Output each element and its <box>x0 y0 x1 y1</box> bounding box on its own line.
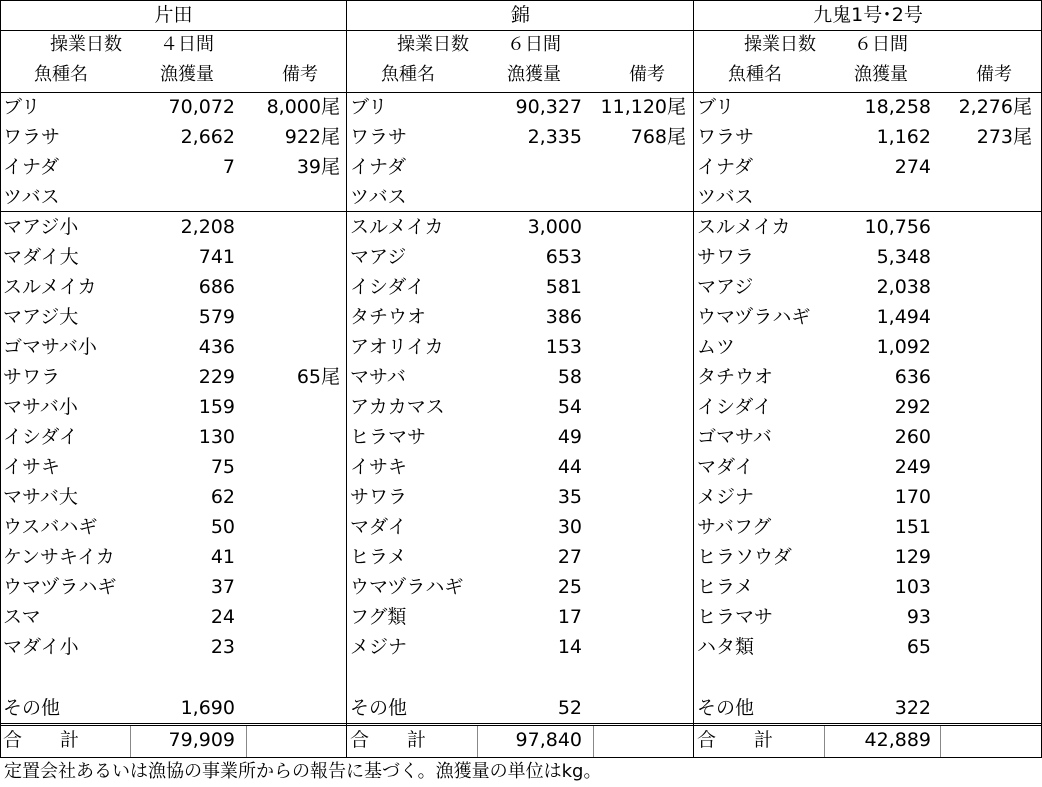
species-row <box>347 362 694 392</box>
other-row <box>0 693 347 723</box>
fish-name: サワラ <box>697 246 755 268</box>
yellowtail-row <box>0 182 347 212</box>
fish-name: サバフグ <box>697 516 772 538</box>
species-row <box>694 392 1042 422</box>
fish-name: イシダイ <box>697 396 772 418</box>
species-row <box>0 302 347 332</box>
species-row <box>347 452 694 482</box>
species-row <box>0 482 347 512</box>
catch-amount: 1,494 <box>876 306 931 328</box>
species-row <box>347 422 694 452</box>
species-row <box>0 632 347 662</box>
yellowtail-row <box>347 122 694 152</box>
fish-name: イナダ <box>697 156 754 178</box>
species-row <box>694 482 1042 512</box>
fish-name: ヒラメ <box>697 576 754 598</box>
fish-name: ワラサ <box>697 126 755 148</box>
fish-name: ツバス <box>350 186 407 208</box>
catch-amount: 130 <box>198 426 235 448</box>
header-catch: 漁獲量 <box>160 64 214 85</box>
fish-name: タチウオ <box>350 306 427 328</box>
fish-name: その他 <box>350 697 408 719</box>
panel-title: 九鬼1号･2号 <box>813 4 923 26</box>
ops-days-label: 操業日数 <box>397 34 469 55</box>
yellowtail-row <box>694 122 1042 152</box>
fish-name: ヒラソウダ <box>697 546 792 568</box>
species-row <box>347 602 694 632</box>
header-catch: 漁獲量 <box>507 64 561 85</box>
species-row <box>694 272 1042 302</box>
catch-amount: 49 <box>557 426 582 448</box>
catch-amount: 151 <box>894 516 931 538</box>
fish-name: マサバ大 <box>3 486 78 508</box>
catch-amount: 129 <box>894 546 931 568</box>
fish-name: ウマヅラハギ <box>697 306 811 328</box>
fish-name: ウスバハギ <box>3 516 98 538</box>
species-row <box>0 212 347 242</box>
fish-name: スルメイカ <box>3 276 97 298</box>
species-row <box>347 632 694 662</box>
fish-name: イシダイ <box>3 426 78 448</box>
catch-amount: 52 <box>557 697 582 719</box>
species-row <box>694 632 1042 662</box>
fish-name: ワラサ <box>350 126 408 148</box>
species-row <box>347 302 694 332</box>
total-cell-divider <box>824 726 825 757</box>
catch-amount: 579 <box>198 306 235 328</box>
catch-amount: 1,690 <box>180 697 235 719</box>
catch-amount: 14 <box>557 636 582 658</box>
fish-name: マサバ <box>350 366 406 388</box>
catch-amount: 75 <box>210 456 235 478</box>
catch-amount: 58 <box>557 366 582 388</box>
species-row <box>694 332 1042 362</box>
fish-name: タチウオ <box>697 366 774 388</box>
species-row <box>0 272 347 302</box>
fish-name: ヒラマサ <box>697 606 774 628</box>
ops-days-label: 操業日数 <box>744 34 816 55</box>
other-row <box>694 693 1042 723</box>
catch-amount: 170 <box>894 486 931 508</box>
panel-title: 片田 <box>154 4 193 26</box>
note: 2,276尾 <box>958 96 1032 118</box>
species-row <box>694 302 1042 332</box>
species-row <box>0 422 347 452</box>
species-row <box>0 542 347 572</box>
total-value: 42,889 <box>864 729 931 751</box>
fish-name: マアジ <box>350 246 407 268</box>
fish-name: アカカマス <box>350 396 445 418</box>
header-fish-name: 魚種名 <box>34 64 88 85</box>
fish-name: その他 <box>3 697 61 719</box>
species-row <box>694 242 1042 272</box>
catch-amount: 103 <box>894 576 931 598</box>
catch-amount: 686 <box>198 276 235 298</box>
ops-days-label: 操業日数 <box>50 34 122 55</box>
catch-amount: 44 <box>557 456 582 478</box>
note: 768尾 <box>630 126 686 148</box>
total-value: 79,909 <box>168 729 235 751</box>
panel-3 <box>694 0 1042 757</box>
fish-name: ウマヅラハギ <box>3 576 117 598</box>
catch-amount: 23 <box>210 636 235 658</box>
note: 65尾 <box>296 366 340 388</box>
species-row <box>347 482 694 512</box>
catch-amount: 229 <box>198 366 235 388</box>
species-row <box>694 452 1042 482</box>
ops-days-value: ４日間 <box>160 34 214 55</box>
catch-amount: 18,258 <box>864 96 931 118</box>
species-row <box>0 242 347 272</box>
fish-name: サワラ <box>350 486 408 508</box>
catch-amount: 30 <box>557 516 582 538</box>
catch-amount: 1,162 <box>876 126 931 148</box>
header-note: 備考 <box>282 64 318 85</box>
catch-amount: 54 <box>557 396 582 418</box>
catch-amount: 2,335 <box>527 126 582 148</box>
fish-name: メジナ <box>350 636 408 658</box>
species-row <box>347 542 694 572</box>
catch-amount: 90,327 <box>515 96 582 118</box>
species-row <box>0 572 347 602</box>
fish-name: ツバス <box>697 186 754 208</box>
yellowtail-row <box>347 152 694 182</box>
catch-amount: 386 <box>545 306 582 328</box>
fish-name: イサキ <box>350 456 408 478</box>
catch-amount: 249 <box>894 456 931 478</box>
yellowtail-row <box>694 182 1042 212</box>
catch-amount: 292 <box>894 396 931 418</box>
fish-name: イサキ <box>3 456 61 478</box>
catch-amount: 17 <box>557 606 582 628</box>
catch-amount: 3,000 <box>527 216 582 238</box>
fish-name: ブリ <box>3 96 41 118</box>
total-row <box>0 725 347 755</box>
catch-amount: 5,348 <box>876 246 931 268</box>
fish-name: フグ類 <box>350 606 407 628</box>
species-row <box>0 452 347 482</box>
total-row <box>347 725 694 755</box>
catch-amount: 153 <box>545 336 582 358</box>
catch-amount: 260 <box>894 426 931 448</box>
fish-name: マダイ小 <box>3 636 79 658</box>
catch-amount: 41 <box>210 546 235 568</box>
total-cell-divider <box>940 726 941 757</box>
note: 8,000尾 <box>266 96 340 118</box>
yellowtail-row <box>694 92 1042 122</box>
species-row <box>694 422 1042 452</box>
catch-amount: 322 <box>894 697 931 719</box>
catch-amount: 653 <box>545 246 582 268</box>
fish-name: イナダ <box>350 156 407 178</box>
catch-amount: 741 <box>198 246 235 268</box>
total-cell-divider <box>593 726 594 757</box>
species-row <box>0 512 347 542</box>
fish-name: マサバ小 <box>3 396 78 418</box>
note: 11,120尾 <box>600 96 686 118</box>
fish-name: ブリ <box>697 96 735 118</box>
species-row <box>0 332 347 362</box>
yellowtail-row <box>0 122 347 152</box>
other-row <box>347 693 694 723</box>
header-note: 備考 <box>629 64 665 85</box>
species-row <box>347 242 694 272</box>
species-row <box>347 392 694 422</box>
header-fish-name: 魚種名 <box>728 64 782 85</box>
note: 273尾 <box>976 126 1032 148</box>
panel-2 <box>347 0 694 757</box>
yellowtail-row <box>347 182 694 212</box>
species-row <box>694 602 1042 632</box>
total-row <box>694 725 1042 755</box>
catch-amount: 70,072 <box>168 96 235 118</box>
fish-name: ハタ類 <box>697 636 755 658</box>
catch-amount: 27 <box>557 546 582 568</box>
yellowtail-row <box>0 92 347 122</box>
catch-amount: 35 <box>557 486 582 508</box>
fish-name: マアジ大 <box>3 306 79 328</box>
total-cell-divider <box>246 726 247 757</box>
fish-name: サワラ <box>3 366 61 388</box>
fish-name: イシダイ <box>350 276 425 298</box>
ops-days-value: ６日間 <box>854 34 908 55</box>
catch-amount: 274 <box>894 156 931 178</box>
catch-amount: 25 <box>557 576 582 598</box>
fish-name: その他 <box>697 697 755 719</box>
fish-name: アオリイカ <box>350 336 444 358</box>
species-row <box>347 212 694 242</box>
fish-name: イナダ <box>3 156 60 178</box>
species-row <box>0 362 347 392</box>
header-catch: 漁獲量 <box>854 64 908 85</box>
fish-name: ヒラメ <box>350 546 407 568</box>
species-row <box>694 572 1042 602</box>
catch-amount: 50 <box>210 516 235 538</box>
catch-amount: 93 <box>906 606 931 628</box>
fish-name: ゴマサバ <box>697 426 772 448</box>
species-row <box>347 512 694 542</box>
catch-amount: 62 <box>210 486 235 508</box>
species-row <box>0 602 347 632</box>
catch-amount: 65 <box>906 636 931 658</box>
total-label: 合 計 <box>350 729 427 751</box>
fish-name: ウマヅラハギ <box>350 576 464 598</box>
catch-amount: 7 <box>222 156 235 178</box>
catch-amount: 636 <box>894 366 931 388</box>
note: 39尾 <box>296 156 340 178</box>
fish-name: マアジ小 <box>3 216 79 238</box>
catch-amount: 24 <box>210 606 235 628</box>
total-cell-divider <box>130 726 131 757</box>
fish-name: スルメイカ <box>697 216 791 238</box>
catch-amount: 2,662 <box>180 126 235 148</box>
total-label: 合 計 <box>3 729 80 751</box>
fish-name: ワラサ <box>3 126 61 148</box>
yellowtail-row <box>694 152 1042 182</box>
footnote: 定置会社あるいは漁協の事業所からの報告に基づく。漁獲量の単位はkg。 <box>4 761 602 782</box>
header-note: 備考 <box>976 64 1012 85</box>
fish-name: マダイ <box>350 516 407 538</box>
catch-amount: 159 <box>198 396 235 418</box>
fish-name: ゴマサバ小 <box>3 336 97 358</box>
total-value: 97,840 <box>515 729 582 751</box>
species-row <box>0 392 347 422</box>
catch-amount: 2,038 <box>876 276 931 298</box>
catch-amount: 1,092 <box>876 336 931 358</box>
fish-name: マダイ <box>697 456 754 478</box>
fish-name: ブリ <box>350 96 388 118</box>
catch-amount: 2,208 <box>180 216 235 238</box>
species-row <box>347 572 694 602</box>
ops-days-value: ６日間 <box>507 34 561 55</box>
fish-name: マダイ大 <box>3 246 79 268</box>
fish-name: ヒラマサ <box>350 426 427 448</box>
header-fish-name: 魚種名 <box>381 64 435 85</box>
panel-title: 錦 <box>510 4 530 26</box>
catch-amount: 436 <box>198 336 235 358</box>
fish-name: スルメイカ <box>350 216 444 238</box>
fish-name: メジナ <box>697 486 755 508</box>
catch-amount: 37 <box>210 576 235 598</box>
species-row <box>347 332 694 362</box>
species-row <box>694 512 1042 542</box>
fish-name: ツバス <box>3 186 60 208</box>
species-row <box>694 542 1042 572</box>
yellowtail-row <box>347 92 694 122</box>
yellowtail-row <box>0 152 347 182</box>
fish-name: マアジ <box>697 276 754 298</box>
fish-name: スマ <box>3 606 41 628</box>
species-row <box>694 362 1042 392</box>
fish-name: ムツ <box>697 336 736 358</box>
species-row <box>694 212 1042 242</box>
note: 922尾 <box>284 126 340 148</box>
fish-name: ケンサキイカ <box>3 546 115 568</box>
catch-amount: 10,756 <box>864 216 931 238</box>
catch-amount: 581 <box>545 276 582 298</box>
species-row <box>347 272 694 302</box>
total-cell-divider <box>477 726 478 757</box>
panel-1 <box>0 0 347 757</box>
total-label: 合 計 <box>697 729 774 751</box>
